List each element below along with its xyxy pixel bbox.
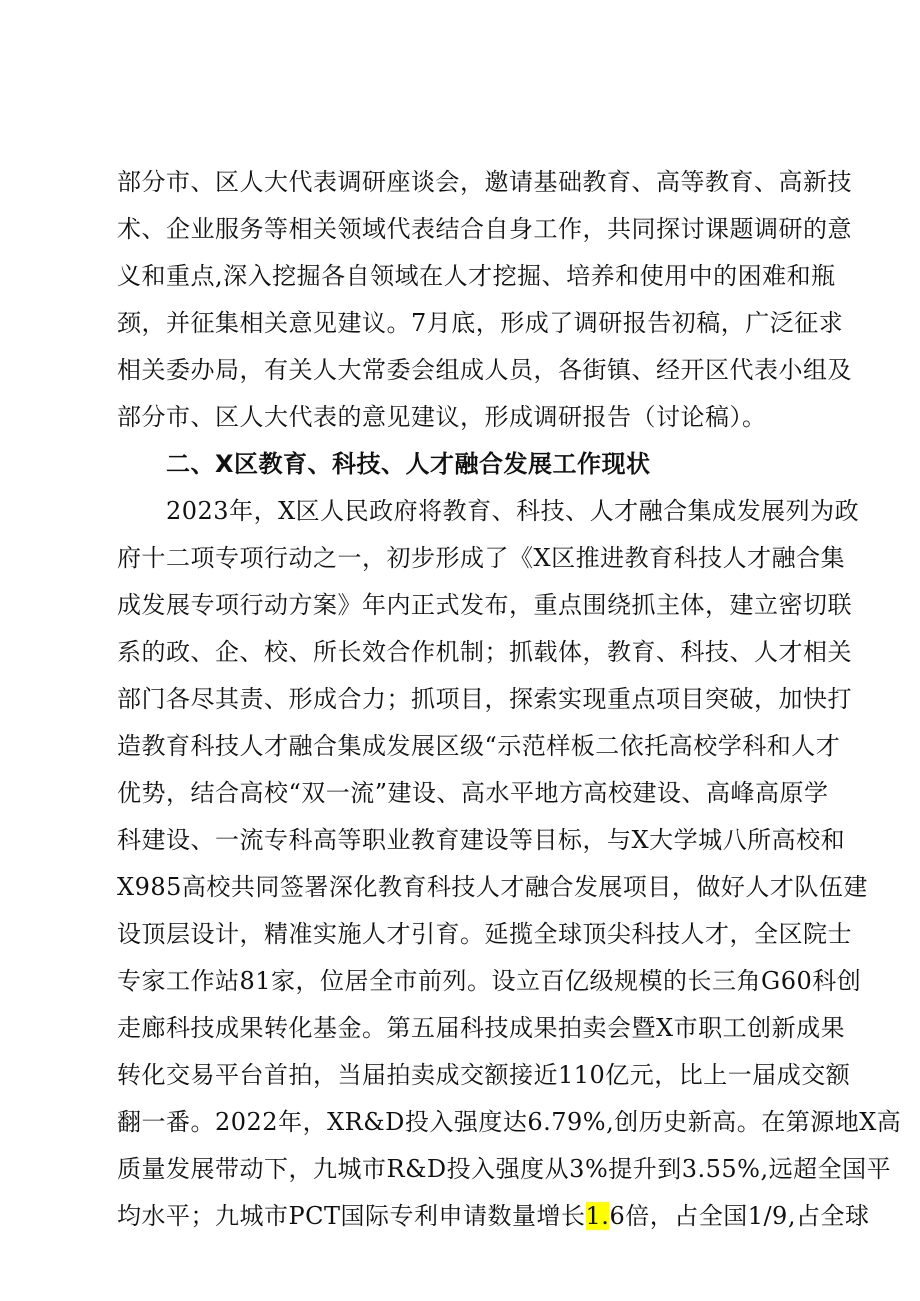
highlighted-text: 1.	[585, 1202, 610, 1230]
paragraph-line: 质量发展带动下，九城市R&D投入强度从3%提升到3.55%,远超全国平	[117, 1155, 892, 1183]
paragraph-line: 造教育科技人才融合集成发展区级“示范样板二依托高校学科和人才	[117, 732, 841, 760]
section-heading: 二、X区教育、科技、人才融合发展工作现状	[166, 450, 651, 478]
paragraph-line: X985高校共同签署深化教育科技人才融合发展项目，做好人才队伍建	[117, 873, 868, 901]
paragraph-line: 优势，结合高校“双一流”建设、高水平地方高校建设、高峰高原学	[117, 779, 829, 807]
paragraph-line: 走廊科技成果转化基金。第五届科技成果拍卖会暨X市职工创新成果	[117, 1014, 846, 1042]
paragraph-line: 部门各尽其责、形成合力；抓项目，探索实现重点项目突破，加快打	[117, 685, 852, 713]
paragraph-line: 专家工作站81家，位居全市前列。设立百亿级规模的长三角G60科创	[117, 967, 862, 995]
paragraph-line: 府十二项专项行动之一，初步形成了《X区推进教育科技人才融合集	[117, 544, 846, 572]
paragraph-line: 术、企业服务等相关领域代表结合自身工作，共同探讨课题调研的意	[117, 215, 852, 243]
line-text-before-highlight: 均水平；九城市PCT国际专利申请数量增长	[117, 1202, 586, 1230]
paragraph-line: 2023年，X区人民政府将教育、科技、人才融合集成发展列为政	[166, 497, 860, 525]
paragraph-line: 设顶层设计，精准实施人才引育。延揽全球顶尖科技人才，全区院士	[117, 920, 852, 948]
paragraph-line: 相关委办局，有关人大常委会组成人员，各街镇、经开区代表小组及	[117, 356, 852, 384]
paragraph-line: 部分市、区人大代表的意见建议，形成调研报告（讨论稿）。	[117, 403, 767, 431]
line-text-after-highlight: 6倍，占全国1/9,占全球	[609, 1202, 870, 1230]
paragraph-line: 成发展专项行动方案》年内正式发布，重点围绕抓主体，建立密切联	[117, 591, 852, 619]
paragraph-line: 转化交易平台首拍，当届拍卖成交额接近110亿元，比上一届成交额	[117, 1061, 851, 1089]
paragraph-line: 部分市、区人大代表调研座谈会，邀请基础教育、高等教育、高新技	[117, 168, 852, 196]
paragraph-line: 颈，并征集相关意见建议。7月底，形成了调研报告初稿，广泛征求	[117, 309, 844, 337]
paragraph-line: 系的政、企、校、所长效合作机制；抓载体，教育、科技、人才相关	[117, 638, 852, 666]
paragraph-line: 义和重点,深入挖掘各自领域在人才挖掘、培养和使用中的困难和瓶	[117, 262, 836, 290]
paragraph-line-last	[117, 1194, 870, 1238]
paragraph-line: 翻一番。2022年，XR&D投入强度达6.79%,创历史新高。在第源地X高	[117, 1108, 902, 1136]
paragraph-line: 科建设、一流专科高等职业教育建设等目标，与X大学城八所高校和	[117, 826, 846, 854]
